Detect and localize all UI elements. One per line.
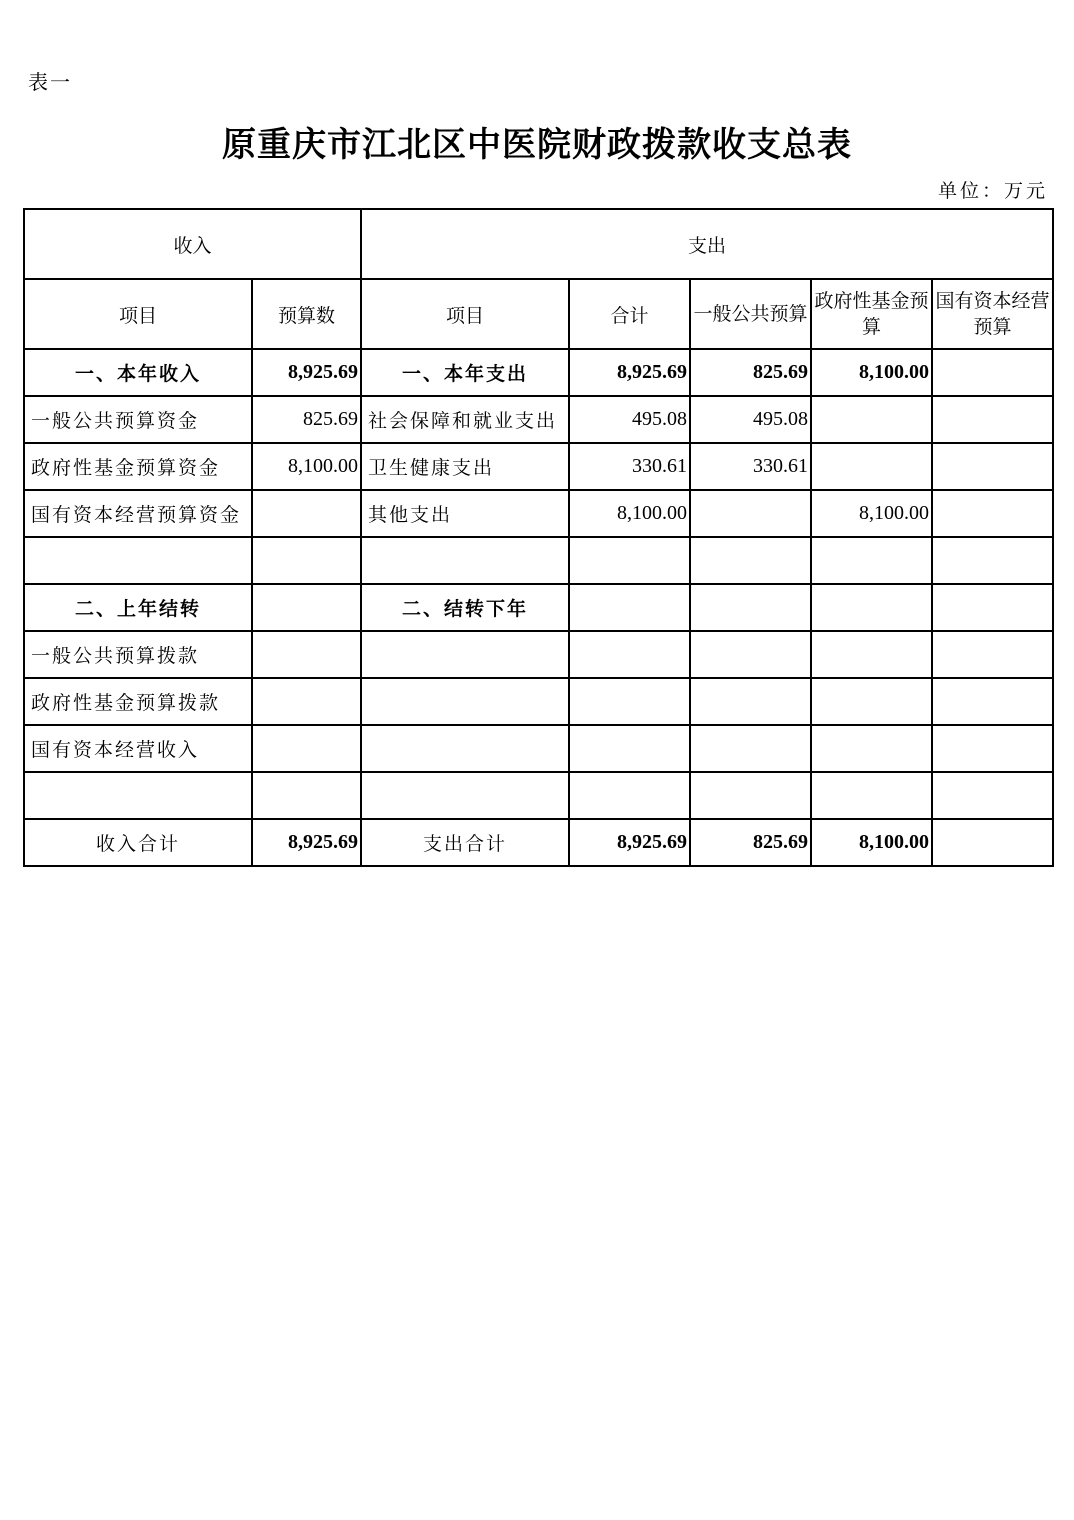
total-cell: 495.08 xyxy=(569,396,690,443)
expense-total-header: 合计 xyxy=(569,279,690,349)
table-row xyxy=(24,772,1053,819)
fund-cell xyxy=(811,631,932,678)
general-cell xyxy=(690,490,811,537)
fund-cell xyxy=(811,537,932,584)
income-item-cell: 国有资本经营预算资金 xyxy=(24,490,252,537)
table-row xyxy=(24,725,1053,772)
income-group-header: 收入 xyxy=(24,209,361,279)
income-item-cell xyxy=(24,772,252,819)
state-cell xyxy=(932,584,1053,631)
total-cell: 8,925.69 xyxy=(569,349,690,396)
income-item-header: 项目 xyxy=(24,279,252,349)
fund-cell: 8,100.00 xyxy=(811,490,932,537)
general-cell xyxy=(690,537,811,584)
expense-item-cell: 二、结转下年 xyxy=(361,584,569,631)
column-header-row xyxy=(24,279,1053,349)
totals-row xyxy=(24,819,1053,866)
expense-group-header: 支出 xyxy=(361,209,1053,279)
page-title: 原重庆市江北区中医院财政拨款收支总表 xyxy=(222,125,852,165)
income-budget-header: 预算数 xyxy=(252,279,361,349)
expense-total-label: 支出合计 xyxy=(361,819,569,866)
income-item-cell: 政府性基金预算拨款 xyxy=(24,678,252,725)
group-header-row xyxy=(24,209,1053,279)
state-cell xyxy=(932,537,1053,584)
general-cell xyxy=(690,631,811,678)
income-budget-cell xyxy=(252,584,361,631)
total-cell: 8,925.69 xyxy=(569,819,690,866)
fund-cell xyxy=(811,678,932,725)
state-cell xyxy=(932,819,1053,866)
income-item-cell: 国有资本经营收入 xyxy=(24,725,252,772)
expense-fund-header: 政府性基金预算 xyxy=(811,279,932,349)
income-item-cell: 二、上年结转 xyxy=(24,584,252,631)
table-row xyxy=(24,537,1053,584)
total-cell xyxy=(569,678,690,725)
table-row xyxy=(24,443,1053,490)
expense-item-cell: 卫生健康支出 xyxy=(361,443,569,490)
expense-item-cell xyxy=(361,725,569,772)
fund-cell xyxy=(811,396,932,443)
expense-general-header: 一般公共预算 xyxy=(690,279,811,349)
fund-cell xyxy=(811,584,932,631)
total-cell xyxy=(569,584,690,631)
total-cell xyxy=(569,772,690,819)
total-cell xyxy=(569,537,690,584)
general-cell: 330.61 xyxy=(690,443,811,490)
total-cell: 330.61 xyxy=(569,443,690,490)
state-cell xyxy=(932,349,1053,396)
total-cell xyxy=(569,631,690,678)
general-cell xyxy=(690,772,811,819)
income-total-label: 收入合计 xyxy=(24,819,252,866)
general-cell: 825.69 xyxy=(690,819,811,866)
state-cell xyxy=(932,443,1053,490)
state-cell xyxy=(932,490,1053,537)
expense-item-cell xyxy=(361,772,569,819)
table-row xyxy=(24,678,1053,725)
state-cell xyxy=(932,631,1053,678)
income-total-value: 8,925.69 xyxy=(252,819,361,866)
total-cell: 8,100.00 xyxy=(569,490,690,537)
income-item-cell: 政府性基金预算资金 xyxy=(24,443,252,490)
total-cell xyxy=(569,725,690,772)
expense-item-header: 项目 xyxy=(361,279,569,349)
fund-cell: 8,100.00 xyxy=(811,819,932,866)
income-item-cell xyxy=(24,537,252,584)
table-number: 表一 xyxy=(28,70,72,94)
state-cell xyxy=(932,396,1053,443)
table-row xyxy=(24,396,1053,443)
income-budget-cell xyxy=(252,490,361,537)
income-budget-cell xyxy=(252,631,361,678)
income-item-cell: 一般公共预算资金 xyxy=(24,396,252,443)
income-budget-cell: 8,925.69 xyxy=(252,349,361,396)
expense-item-cell xyxy=(361,678,569,725)
table-row xyxy=(24,349,1053,396)
general-cell: 825.69 xyxy=(690,349,811,396)
income-item-cell: 一、本年收入 xyxy=(24,349,252,396)
general-cell: 495.08 xyxy=(690,396,811,443)
income-budget-cell xyxy=(252,772,361,819)
fund-cell: 8,100.00 xyxy=(811,349,932,396)
expense-item-cell: 社会保障和就业支出 xyxy=(361,396,569,443)
general-cell xyxy=(690,725,811,772)
income-budget-cell xyxy=(252,678,361,725)
expense-state-header: 国有资本经营预算 xyxy=(932,279,1053,349)
table-row xyxy=(24,631,1053,678)
table-row xyxy=(24,490,1053,537)
budget-summary-table xyxy=(23,208,1054,867)
fund-cell xyxy=(811,725,932,772)
income-budget-cell: 825.69 xyxy=(252,396,361,443)
table-row xyxy=(24,584,1053,631)
general-cell xyxy=(690,678,811,725)
general-cell xyxy=(690,584,811,631)
fund-cell xyxy=(811,772,932,819)
state-cell xyxy=(932,725,1053,772)
fund-cell xyxy=(811,443,932,490)
expense-item-cell xyxy=(361,537,569,584)
unit-label: 单位：万元 xyxy=(937,180,1048,202)
state-cell xyxy=(932,678,1053,725)
income-budget-cell: 8,100.00 xyxy=(252,443,361,490)
state-cell xyxy=(932,772,1053,819)
income-item-cell: 一般公共预算拨款 xyxy=(24,631,252,678)
income-budget-cell xyxy=(252,725,361,772)
expense-item-cell xyxy=(361,631,569,678)
expense-item-cell: 一、本年支出 xyxy=(361,349,569,396)
income-budget-cell xyxy=(252,537,361,584)
expense-item-cell: 其他支出 xyxy=(361,490,569,537)
